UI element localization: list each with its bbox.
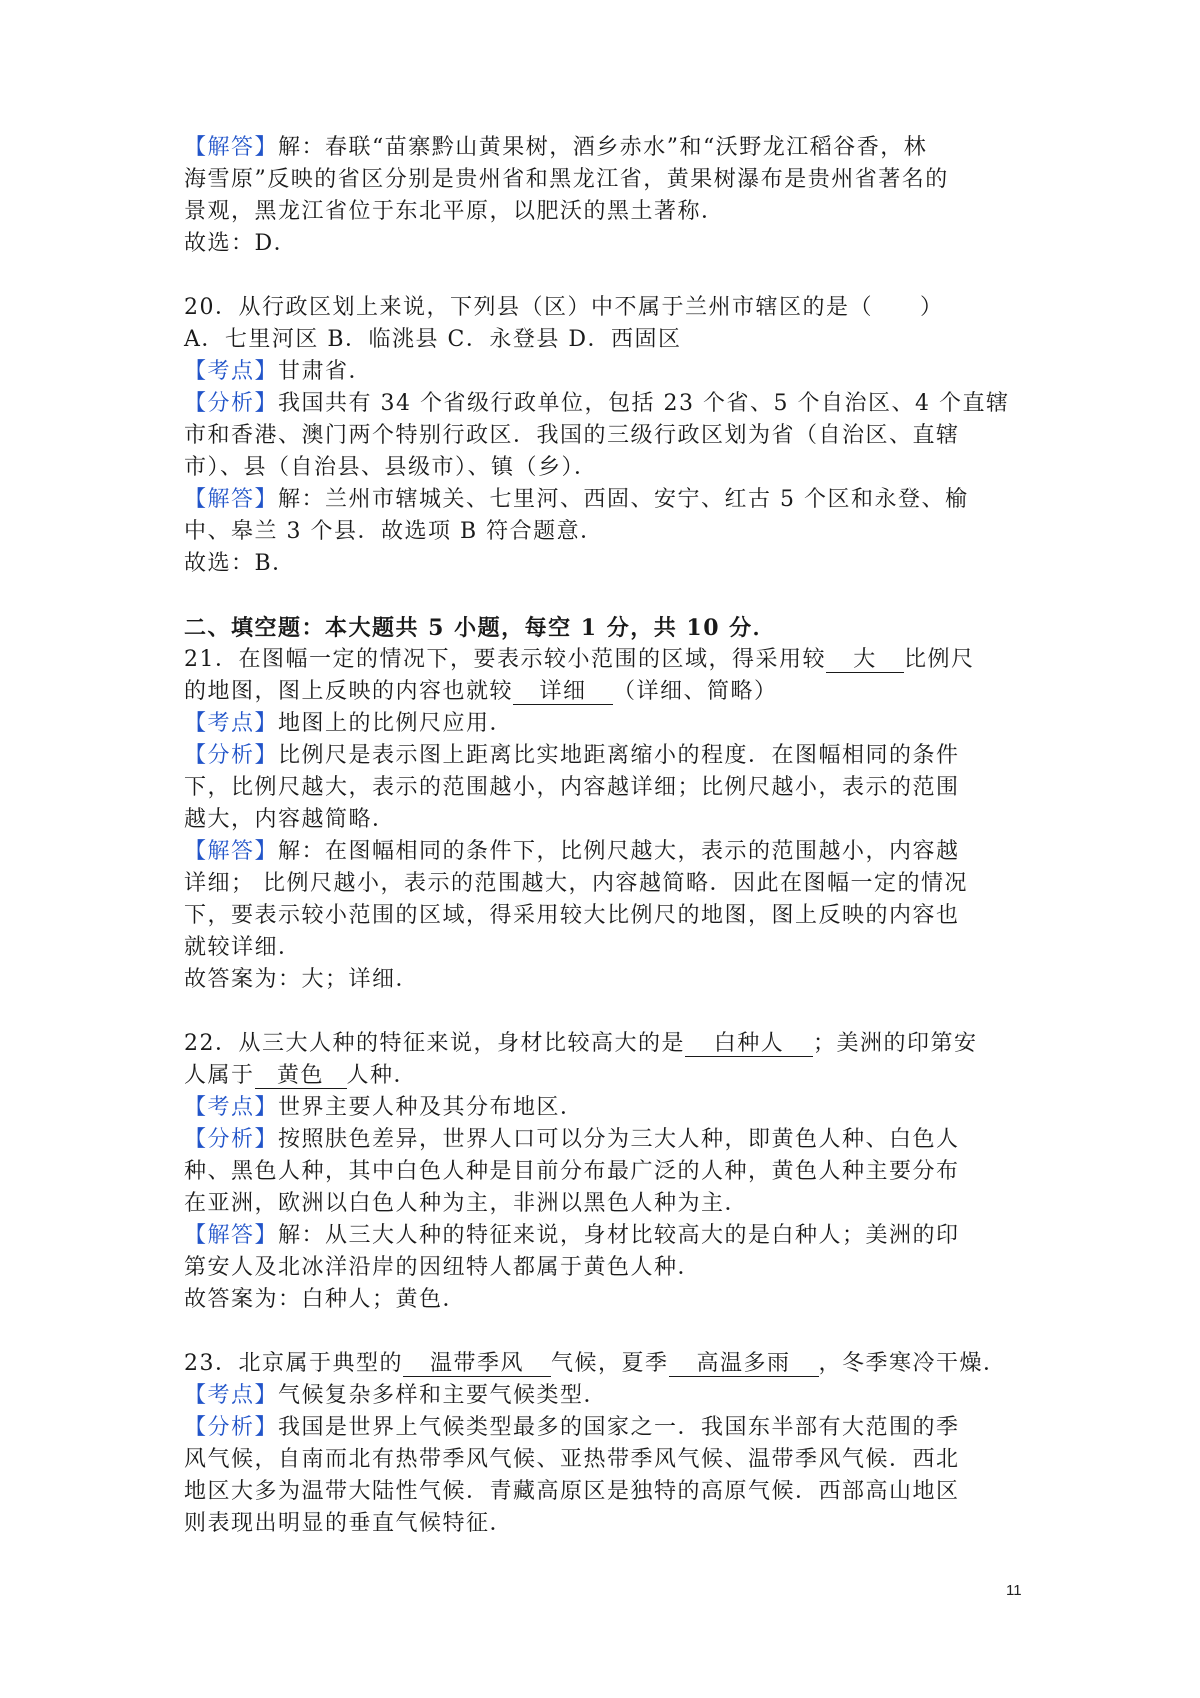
q22-fenxi-line: 种、黑色人种，其中白色人种是目前分布最广泛的人种，黄色人种主要分布 [184, 1159, 960, 1184]
q22-jieda-line: 第安人及北冰洋沿岸的因纽特人都属于黄色人种． [184, 1255, 702, 1280]
q21-stem-line [184, 644, 1030, 676]
q20-kaodian-line [184, 356, 1030, 388]
q22-fenxi-line [184, 1124, 1030, 1156]
q21-kaodian-text: 地图上的比例尺应用． [278, 711, 514, 736]
q23-fenxi-line: 则表现出明显的垂直气候特征． [184, 1511, 514, 1536]
q22-stem-text: ；美洲的印第安 [813, 1031, 978, 1056]
q21-blank-1: 大 [826, 648, 904, 673]
q19-answer: 故选：D． [184, 231, 298, 256]
kaodian-tag: 【考点】 [184, 359, 279, 384]
q23-fenxi-line: 风气候，自南而北有热带季风气候、亚热带季风气候、温带季风气候．西北 [184, 1447, 960, 1472]
q22-stem-text: 22．从三大人种的特征来说，身材比较高大的是 [184, 1031, 685, 1056]
q20-options: A．七里河区 B．临洮县 C．永登县 D．西固区 [184, 327, 682, 352]
jieda-tag: 【解答】 [184, 1223, 279, 1248]
q20-fenxi-line: 市和香港、澳门两个特别行政区．我国的三级行政区划为省（自治区、直辖 [184, 423, 960, 448]
q21-kaodian-line [184, 708, 1030, 740]
q20-fenxi-line [184, 388, 1030, 420]
q21-jieda-line: 详细； 比例尺越小，表示的范围越大，内容越简略．因此在图幅一定的情况 [184, 871, 968, 896]
q21-stem-text: （详细、简略） [613, 679, 778, 704]
fenxi-tag: 【分析】 [184, 1127, 279, 1152]
q21-fenxi-line [184, 740, 1030, 772]
q22-blank-2: 黄色 [255, 1064, 347, 1089]
q23-fenxi-line: 地区大多为温带大陆性气候．青藏高原区是独特的高原气候．西部高山地区 [184, 1479, 960, 1504]
q21-jieda-line: 下，要表示较小范围的区域，得采用较大比例尺的地图，图上反映的内容也 [184, 903, 960, 928]
q22-answer: 故答案为：白种人；黄色． [184, 1287, 467, 1312]
q23-fenxi-line [184, 1412, 1030, 1444]
fenxi-tag: 【分析】 [184, 391, 279, 416]
q22-jieda-line [184, 1220, 1030, 1252]
kaodian-tag: 【考点】 [184, 711, 279, 736]
q23-blank-1: 温带季风 [403, 1352, 551, 1377]
q20-fenxi-line: 市）、县（自治县、县级市）、镇（乡）． [184, 455, 598, 480]
q23-stem-text: 23．北京属于典型的 [184, 1351, 403, 1376]
q20-kaodian-text: 甘肃省． [278, 359, 373, 384]
q22-fenxi-line: 在亚洲，欧洲以白色人种为主，非洲以黑色人种为主． [184, 1191, 749, 1216]
document-body [184, 132, 1030, 1540]
kaodian-tag: 【考点】 [184, 1095, 279, 1120]
q22-stem-line [184, 1060, 1030, 1092]
q19-jieda-line: 景观，黑龙江省位于东北平原，以肥沃的黑土著称． [184, 199, 725, 224]
page-number: 11 [1006, 1582, 1022, 1599]
q22-fenxi-text: 按照肤色差异，世界人口可以分为三大人种，即黄色人种、白色人 [278, 1127, 960, 1152]
q21-stem-text: 的地图，图上反映的内容也就较 [184, 679, 514, 704]
q23-fenxi-text: 我国是世界上气候类型最多的国家之一．我国东半部有大范围的季 [278, 1415, 960, 1440]
q19-jieda-text: 解：春联“苗寨黔山黄果树，酒乡赤水”和“沃野龙江稻谷香，林 [278, 135, 928, 160]
jieda-tag: 【解答】 [184, 487, 279, 512]
q23-stem-line [184, 1348, 1030, 1380]
kaodian-tag: 【考点】 [184, 1383, 279, 1408]
q19-jieda-line [184, 132, 1030, 164]
q19-jieda-line: 海雪原”反映的省区分别是贵州省和黑龙江省，黄果树瀑布是贵州省著名的 [184, 167, 949, 192]
q20-stem: 20．从行政区划上来说，下列县（区）中不属于兰州市辖区的是（ ） [184, 295, 944, 320]
q21-stem-text: 比例尺 [904, 647, 975, 672]
q23-stem-text: ，冬季寒冷干燥． [818, 1351, 1007, 1376]
q21-blank-2: 详细 [513, 680, 613, 705]
fenxi-tag: 【分析】 [184, 743, 279, 768]
q20-answer: 故选：B． [184, 551, 296, 576]
q22-blank-1: 白种人 [685, 1032, 813, 1057]
q22-jieda-text: 解：从三大人种的特征来说，身材比较高大的是白种人；美洲的印 [278, 1223, 960, 1248]
q21-jieda-text: 解：在图幅相同的条件下，比例尺越大，表示的范围越小，内容越 [278, 839, 960, 864]
q23-stem-text: 气候，夏季 [551, 1351, 669, 1376]
q21-stem-text: 21．在图幅一定的情况下，要表示较小范围的区域，得采用较 [184, 647, 826, 672]
q21-answer: 故答案为：大；详细． [184, 967, 420, 992]
q21-stem-line [184, 676, 1030, 708]
q21-jieda-line: 就较详细． [184, 935, 302, 960]
q23-kaodian-text: 气候复杂多样和主要气候类型． [278, 1383, 608, 1408]
q21-fenxi-line: 越大，内容越简略． [184, 807, 396, 832]
q20-fenxi-text: 我国共有 34 个省级行政单位，包括 23 个省、5 个自治区、4 个直辖 [278, 391, 1010, 416]
q21-fenxi-line: 下，比例尺越大，表示的范围越小，内容越详细；比例尺越小，表示的范围 [184, 775, 960, 800]
q20-jieda-line [184, 484, 1030, 516]
q23-blank-2: 高温多雨 [669, 1352, 819, 1377]
section-title: 二、填空题：本大题共 5 小题，每空 1 分，共 10 分． [184, 615, 777, 641]
q22-stem-text: 人种． [346, 1063, 418, 1088]
q22-kaodian-text: 世界主要人种及其分布地区． [278, 1095, 584, 1120]
jieda-tag: 【解答】 [184, 135, 279, 160]
q21-jieda-line [184, 836, 1030, 868]
jieda-tag: 【解答】 [184, 839, 279, 864]
q23-kaodian-line [184, 1380, 1030, 1412]
q21-fenxi-text: 比例尺是表示图上距离比实地距离缩小的程度．在图幅相同的条件 [278, 743, 960, 768]
q20-jieda-line: 中、皋兰 3 个县．故选项 B 符合题意． [184, 519, 604, 544]
q22-stem-line [184, 1028, 1030, 1060]
fenxi-tag: 【分析】 [184, 1415, 279, 1440]
q20-jieda-text: 解：兰州市辖城关、七里河、西固、安宁、红古 5 个区和永登、榆 [278, 487, 969, 512]
q22-stem-text: 人属于 [184, 1063, 255, 1088]
q22-kaodian-line [184, 1092, 1030, 1124]
